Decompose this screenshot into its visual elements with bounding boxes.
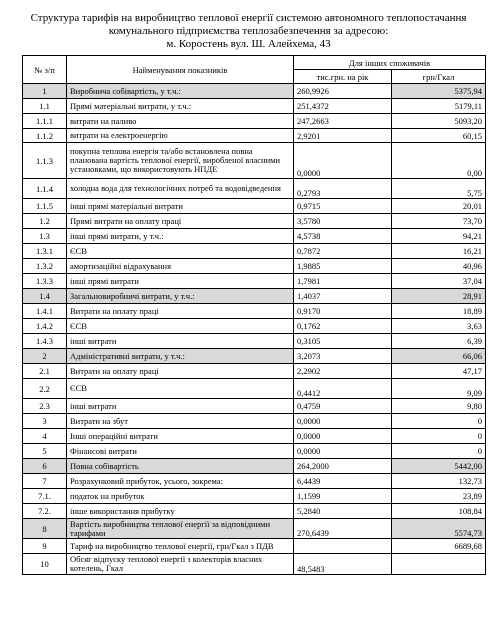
- row-indicator-name: інші прямі матеріальні витрати: [67, 199, 294, 214]
- table-row: [23, 84, 486, 99]
- row-number: 9: [23, 539, 67, 554]
- table-row: [23, 554, 486, 575]
- table-row: [23, 504, 486, 519]
- row-value-uah-per-gcal: 5,75: [392, 179, 486, 199]
- row-value-uah-per-gcal: 73,70: [392, 214, 486, 229]
- row-value-thousand-uah: 5,2840: [294, 504, 392, 519]
- row-number: 7.1.: [23, 489, 67, 504]
- row-indicator-name: інші витрати: [67, 399, 294, 414]
- row-value-thousand-uah: 3,2073: [294, 349, 392, 364]
- table-row: [23, 519, 486, 539]
- row-number: 2: [23, 349, 67, 364]
- table-row: [23, 364, 486, 379]
- row-number: 1.4.1: [23, 304, 67, 319]
- row-indicator-name: амортизаційні відрахування: [67, 259, 294, 274]
- row-number: 8: [23, 519, 67, 539]
- row-indicator-name: витрати на паливо: [67, 114, 294, 129]
- title-line-2: комунального підприємства теплозабезпечення за адресою:: [108, 25, 389, 37]
- row-number: 1.4: [23, 289, 67, 304]
- row-value-uah-per-gcal: 28,91: [392, 289, 486, 304]
- row-indicator-name: Інші операційні витрати: [67, 429, 294, 444]
- row-value-thousand-uah: 0,1762: [294, 319, 392, 334]
- row-value-uah-per-gcal: 18,89: [392, 304, 486, 319]
- row-value-uah-per-gcal: 0: [392, 444, 486, 459]
- row-indicator-name: податок на прибуток: [67, 489, 294, 504]
- table-row: [23, 244, 486, 259]
- row-value-thousand-uah: 247,2663: [294, 114, 392, 129]
- table-row: [23, 129, 486, 143]
- row-number: 1.2: [23, 214, 67, 229]
- row-indicator-name: Тариф на виробництво теплової енергії, грн/Гкал з ПДВ: [67, 539, 294, 554]
- row-value-thousand-uah: 260,9926: [294, 84, 392, 99]
- title-line-1: Структура тарифів на виробництво теплової енергії системою автономного теплопостачання: [30, 12, 467, 24]
- row-value-thousand-uah: 6,4439: [294, 474, 392, 489]
- table-row: [23, 489, 486, 504]
- row-value-uah-per-gcal: 60,15: [392, 129, 486, 143]
- row-value-uah-per-gcal: 0: [392, 414, 486, 429]
- row-value-thousand-uah: 2,9201: [294, 129, 392, 143]
- table-row: [23, 259, 486, 274]
- row-indicator-name: Витрати на збут: [67, 414, 294, 429]
- row-value-uah-per-gcal: 66,06: [392, 349, 486, 364]
- header-number: № з/п: [23, 56, 67, 84]
- table-row: [23, 214, 486, 229]
- row-indicator-name: Адміністративні витрати, у т.ч.:: [67, 349, 294, 364]
- row-indicator-name: ЄСВ: [67, 319, 294, 334]
- row-number: 1.3.1: [23, 244, 67, 259]
- row-value-uah-per-gcal: 0,00: [392, 143, 486, 179]
- row-value-thousand-uah: 264,2000: [294, 459, 392, 474]
- row-indicator-name: інші витрати: [67, 334, 294, 349]
- row-number: 1.1.1: [23, 114, 67, 129]
- table-row: [23, 179, 486, 199]
- row-value-uah-per-gcal: 23,89: [392, 489, 486, 504]
- row-value-uah-per-gcal: 94,21: [392, 229, 486, 244]
- row-value-thousand-uah: [294, 539, 392, 554]
- row-indicator-name: інші прямі витрати, у т.ч.:: [67, 229, 294, 244]
- row-value-thousand-uah: 2,2902: [294, 364, 392, 379]
- row-number: 2.3: [23, 399, 67, 414]
- row-value-thousand-uah: 0,0000: [294, 143, 392, 179]
- row-number: 1.1: [23, 99, 67, 114]
- row-indicator-name: Витрати на оплату праці: [67, 364, 294, 379]
- table-body: [23, 84, 486, 575]
- row-indicator-name: інше використання прибутку: [67, 504, 294, 519]
- row-value-thousand-uah: 1,7981: [294, 274, 392, 289]
- header-thousand-uah-per-year: тис.грн. на рік: [294, 70, 392, 84]
- row-value-thousand-uah: 251,4372: [294, 99, 392, 114]
- row-number: 1.1.4: [23, 179, 67, 199]
- row-value-uah-per-gcal: 132,73: [392, 474, 486, 489]
- row-number: 3: [23, 414, 67, 429]
- row-value-uah-per-gcal: 5375,94: [392, 84, 486, 99]
- row-indicator-name: Вартість виробництва теплової енергії за відповідними тарифами: [67, 519, 294, 539]
- row-value-thousand-uah: 1,4037: [294, 289, 392, 304]
- table-row: [23, 99, 486, 114]
- row-number: 7.2.: [23, 504, 67, 519]
- row-number: 4: [23, 429, 67, 444]
- row-value-uah-per-gcal: 20,01: [392, 199, 486, 214]
- row-number: 1.3.2: [23, 259, 67, 274]
- row-indicator-name: Фінансові витрати: [67, 444, 294, 459]
- row-value-thousand-uah: 1,9885: [294, 259, 392, 274]
- row-indicator-name: Прямі витрати на оплату праці: [67, 214, 294, 229]
- row-indicator-name: ЄСВ: [67, 379, 294, 399]
- row-indicator-name: інші прямі витрати: [67, 274, 294, 289]
- table-row: [23, 414, 486, 429]
- row-number: 1.1.2: [23, 129, 67, 143]
- row-value-uah-per-gcal: [392, 554, 486, 575]
- row-value-uah-per-gcal: 37,04: [392, 274, 486, 289]
- row-indicator-name: холодна вода для технологічних потреб та водовідведення: [67, 179, 294, 199]
- tariff-structure-table: [22, 55, 486, 575]
- row-number: 2.1: [23, 364, 67, 379]
- row-value-thousand-uah: 4,5738: [294, 229, 392, 244]
- row-number: 5: [23, 444, 67, 459]
- row-value-uah-per-gcal: 3,63: [392, 319, 486, 334]
- row-indicator-name: Розрахунковий прибуток, усього, зокрема:: [67, 474, 294, 489]
- row-value-uah-per-gcal: 9,09: [392, 379, 486, 399]
- table-row: [23, 379, 486, 399]
- row-value-uah-per-gcal: 5093,20: [392, 114, 486, 129]
- header-uah-per-gcal: грн/Гкал: [392, 70, 486, 84]
- table-row: [23, 304, 486, 319]
- row-value-uah-per-gcal: 16,21: [392, 244, 486, 259]
- row-number: 1: [23, 84, 67, 99]
- row-value-thousand-uah: 0,0000: [294, 429, 392, 444]
- table-row: [23, 349, 486, 364]
- table-row: [23, 334, 486, 349]
- row-number: 6: [23, 459, 67, 474]
- table-row: [23, 143, 486, 179]
- row-value-uah-per-gcal: 9,80: [392, 399, 486, 414]
- row-number: 1.4.3: [23, 334, 67, 349]
- row-value-thousand-uah: 0,0000: [294, 414, 392, 429]
- row-value-thousand-uah: 3,5780: [294, 214, 392, 229]
- title-line-3: м. Коростень вул. Ш. Алейхема, 43: [166, 38, 331, 50]
- row-number: 1.3.3: [23, 274, 67, 289]
- row-indicator-name: Прямі матеріальні витрати, у т.ч.:: [67, 99, 294, 114]
- row-value-uah-per-gcal: 6689,68: [392, 539, 486, 554]
- row-value-thousand-uah: 0,3105: [294, 334, 392, 349]
- row-number: 10: [23, 554, 67, 575]
- table-row: [23, 114, 486, 129]
- table-row: [23, 444, 486, 459]
- row-number: 7: [23, 474, 67, 489]
- document-title: [0, 12, 497, 51]
- table-row: [23, 319, 486, 334]
- row-value-thousand-uah: 48,5483: [294, 554, 392, 575]
- table-row: [23, 229, 486, 244]
- row-value-uah-per-gcal: 5442,00: [392, 459, 486, 474]
- row-number: 1.1.3: [23, 143, 67, 179]
- row-value-uah-per-gcal: 108,84: [392, 504, 486, 519]
- table-row: [23, 459, 486, 474]
- row-indicator-name: Виробнича собівартість, у т.ч.:: [67, 84, 294, 99]
- row-value-uah-per-gcal: 0: [392, 429, 486, 444]
- table-row: [23, 274, 486, 289]
- row-value-thousand-uah: 270,6439: [294, 519, 392, 539]
- row-value-thousand-uah: 0,4759: [294, 399, 392, 414]
- row-indicator-name: покупна теплова енергія та/або встановлена повна планована вартість теплової енергії, виробленої власними установками, що використовують НПДЕ: [67, 143, 294, 179]
- header-consumer-group: Для інших споживачів: [294, 56, 486, 70]
- row-indicator-name: Повна собівартість: [67, 459, 294, 474]
- row-indicator-name: витрати на електроенергію: [67, 129, 294, 143]
- table-row: [23, 399, 486, 414]
- table-row: [23, 289, 486, 304]
- table-row: [23, 429, 486, 444]
- row-value-thousand-uah: 0,9170: [294, 304, 392, 319]
- row-indicator-name: ЄСВ: [67, 244, 294, 259]
- row-number: 1.4.2: [23, 319, 67, 334]
- row-indicator-name: Витрати на оплату праці: [67, 304, 294, 319]
- row-value-uah-per-gcal: 47,17: [392, 364, 486, 379]
- row-number: 2.2: [23, 379, 67, 399]
- row-value-uah-per-gcal: 5179,11: [392, 99, 486, 114]
- row-value-thousand-uah: 0,9715: [294, 199, 392, 214]
- row-indicator-name: Обсяг відпуску теплової енергії з колекторів власних котелень, Гкал: [67, 554, 294, 575]
- table-row: [23, 539, 486, 554]
- table-row: [23, 474, 486, 489]
- row-value-thousand-uah: 0,7872: [294, 244, 392, 259]
- header-indicator-name: Найменування показників: [67, 56, 294, 84]
- row-value-uah-per-gcal: 40,96: [392, 259, 486, 274]
- table-row: [23, 199, 486, 214]
- row-value-thousand-uah: 0,0000: [294, 444, 392, 459]
- row-value-thousand-uah: 1,1599: [294, 489, 392, 504]
- row-value-uah-per-gcal: 5574,73: [392, 519, 486, 539]
- row-indicator-name: Загальновиробничі витрати, у т.ч.:: [67, 289, 294, 304]
- row-value-thousand-uah: 0,4412: [294, 379, 392, 399]
- row-number: 1.1.5: [23, 199, 67, 214]
- row-value-uah-per-gcal: 6,39: [392, 334, 486, 349]
- row-value-thousand-uah: 0,2793: [294, 179, 392, 199]
- row-number: 1.3: [23, 229, 67, 244]
